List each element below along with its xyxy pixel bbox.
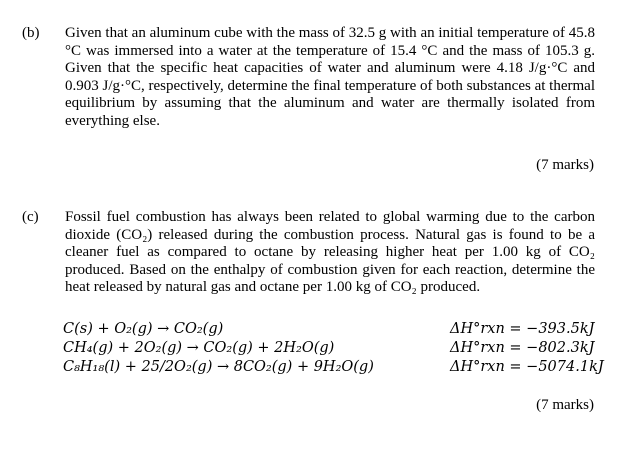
reaction-2-equation: CH₄(g) + 2O₂(g) → CO₂(g) + 2H₂O(g) [63,340,335,356]
reaction-1-equation: C(s) + O₂(g) → CO₂(g) [63,321,224,337]
reaction-3-enthalpy: ΔH°rxn = −5074.1kJ [450,359,604,375]
part-b-question: Given that an aluminum cube with the mass of 32.5 g with an initial temperature of 45.8 °C was immersed into a water at the temperature of 15.4 °C and the mass of 105.3 g. Given that the specific heat capacities of water and aluminum were 4.18 J/g·°C and 0.903 J/g·°C, respectively, determine the final temperature of both substances at thermal equilibrium by assuming that the aluminum and water are thermally isolated from everything else. [65,25,595,129]
reaction-2-enthalpy: ΔH°rxn = −802.3kJ [450,340,595,356]
part-c-label: (c) [22,209,39,225]
part-b-marks: (7 marks) [536,157,594,173]
part-c-question: Fossil fuel combustion has always been related to global warming due to the carbon dioxide (CO₂) released during the combustion process. Natural gas is found to be a cleaner fuel as compared to octane by releasing higher heat per 1.00 kg of CO₂ produced. Based on the enthalpy of combustion given for each reaction, determine the heat released by natural gas and octane per 1.00 kg of CO₂ produced. [65,209,595,295]
reaction-1-enthalpy: ΔH°rxn = −393.5kJ [450,321,595,337]
reaction-3-equation: C₈H₁₈(l) + 25/2O₂(g) → 8CO₂(g) + 9H₂O(g) [63,359,374,375]
part-b-label: (b) [22,25,40,41]
part-c-marks: (7 marks) [536,397,594,413]
